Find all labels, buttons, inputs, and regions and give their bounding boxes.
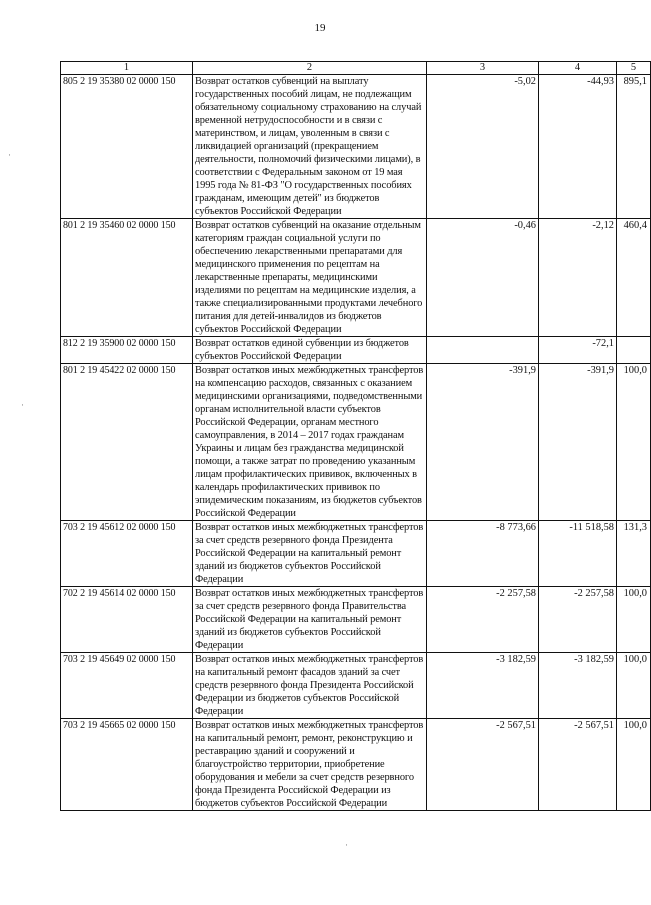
budget-code: 801 2 19 35460 02 0000 150 — [61, 219, 193, 337]
value-col-5: 100,0 — [617, 364, 651, 521]
row-description: Возврат остатков единой субвенции из бюджетов субъектов Российской Федерации — [193, 337, 427, 364]
table-row — [61, 364, 651, 521]
header-col-1: 1 — [61, 62, 193, 75]
value-col-5: 460,4 — [617, 219, 651, 337]
row-description: Возврат остатков субвенций на выплату государственных пособий лицам, не подлежащим обязательному социальному страхованию на случай временной нетрудоспособности и в связи с материнством, и лицам, уволенным в связи с ликвидацией организаций (прекращением деятельности, полномочий физическими лицами), в соответствии с Федеральным законом от 19 мая 1995 года № 81-ФЗ "О государственных пособиях гражданам, имеющим детей" из бюджетов субъектов Российской Федерации — [193, 75, 427, 219]
table-row — [61, 219, 651, 337]
value-col-3: -0,46 — [427, 219, 539, 337]
row-description: Возврат остатков иных межбюджетных трансфертов за счет средств резервного фонда Правительства Российской Федерации на капитальный ремонт зданий из бюджетов субъектов Российской Федерации — [193, 587, 427, 653]
budget-code: 805 2 19 35380 02 0000 150 — [61, 75, 193, 219]
value-col-3 — [427, 337, 539, 364]
value-col-3: -2 567,51 — [427, 719, 539, 811]
value-col-4: -2 567,51 — [539, 719, 617, 811]
header-row — [61, 62, 651, 75]
header-col-2: 2 — [193, 62, 427, 75]
value-col-5 — [617, 337, 651, 364]
budget-code: 703 2 19 45612 02 0000 150 — [61, 521, 193, 587]
value-col-3: -2 257,58 — [427, 587, 539, 653]
page-number: 19 — [314, 22, 326, 34]
header-col-3: 3 — [427, 62, 539, 75]
value-col-3: -5,02 — [427, 75, 539, 219]
value-col-4: -72,1 — [539, 337, 617, 364]
scan-dot: · — [21, 400, 24, 410]
row-description: Возврат остатков иных межбюджетных трансфертов на компенсацию расходов, связанных с оказанием медицинскими организациями, подведомственными органам исполнительной власти субъектов Российской Федерации, органам местного самоуправления, в 2014 – 2017 годах гражданам Украины и лицам без гражданства медицинской помощи, а также затрат по проведению указанным лицам профилактических прививок, включенных в календарь профилактических прививок по эпидемическим показаниям, из бюджетов субъектов Российской Федерации — [193, 364, 427, 521]
budget-code: 703 2 19 45649 02 0000 150 — [61, 653, 193, 719]
value-col-5: 131,3 — [617, 521, 651, 587]
value-col-4: -2 257,58 — [539, 587, 617, 653]
header-col-5: 5 — [617, 62, 651, 75]
scan-dot: · — [8, 150, 11, 160]
table-row — [61, 653, 651, 719]
value-col-4: -2,12 — [539, 219, 617, 337]
table-row — [61, 587, 651, 653]
budget-code: 703 2 19 45665 02 0000 150 — [61, 719, 193, 811]
budget-code: 801 2 19 45422 02 0000 150 — [61, 364, 193, 521]
value-col-4: -44,93 — [539, 75, 617, 219]
value-col-4: -3 182,59 — [539, 653, 617, 719]
scan-dot: · — [345, 840, 348, 850]
table-row — [61, 75, 651, 219]
table-row — [61, 337, 651, 364]
row-description: Возврат остатков иных межбюджетных трансфертов на капитальный ремонт, ремонт, реконструкцию и реставрацию зданий и сооружений и благоустройство территории, приобретение оборудования и мебели за счет средств резервного фонда Президента Российской Федерации из бюджетов субъектов Российской Федерации — [193, 719, 427, 811]
value-col-3: -391,9 — [427, 364, 539, 521]
table-row — [61, 521, 651, 587]
value-col-5: 100,0 — [617, 653, 651, 719]
value-col-3: -3 182,59 — [427, 653, 539, 719]
value-col-4: -11 518,58 — [539, 521, 617, 587]
header-col-4: 4 — [539, 62, 617, 75]
row-description: Возврат остатков субвенций на оказание отдельным категориям граждан социальной услуги по обеспечению лекарственными препаратами для медицинского применения по рецептам на лекарственные препараты, медицинскими изделиями по рецептам на медицинские изделия, а также специализированными продуктами лечебного питания для детей-инвалидов из бюджетов субъектов Российской Федерации — [193, 219, 427, 337]
budget-code: 812 2 19 35900 02 0000 150 — [61, 337, 193, 364]
budget-code: 702 2 19 45614 02 0000 150 — [61, 587, 193, 653]
budget-table — [60, 61, 651, 811]
table-row — [61, 719, 651, 811]
value-col-5: 895,1 — [617, 75, 651, 219]
row-description: Возврат остатков иных межбюджетных трансфертов за счет средств резервного фонда Президента Российской Федерации на капитальный ремонт зданий из бюджетов субъектов Российской Федерации — [193, 521, 427, 587]
value-col-3: -8 773,66 — [427, 521, 539, 587]
value-col-5: 100,0 — [617, 587, 651, 653]
value-col-5: 100,0 — [617, 719, 651, 811]
value-col-4: -391,9 — [539, 364, 617, 521]
row-description: Возврат остатков иных межбюджетных трансфертов на капитальный ремонт фасадов зданий за счет средств резервного фонда Президента Российской Федерации из бюджетов субъектов Российской Федерации — [193, 653, 427, 719]
